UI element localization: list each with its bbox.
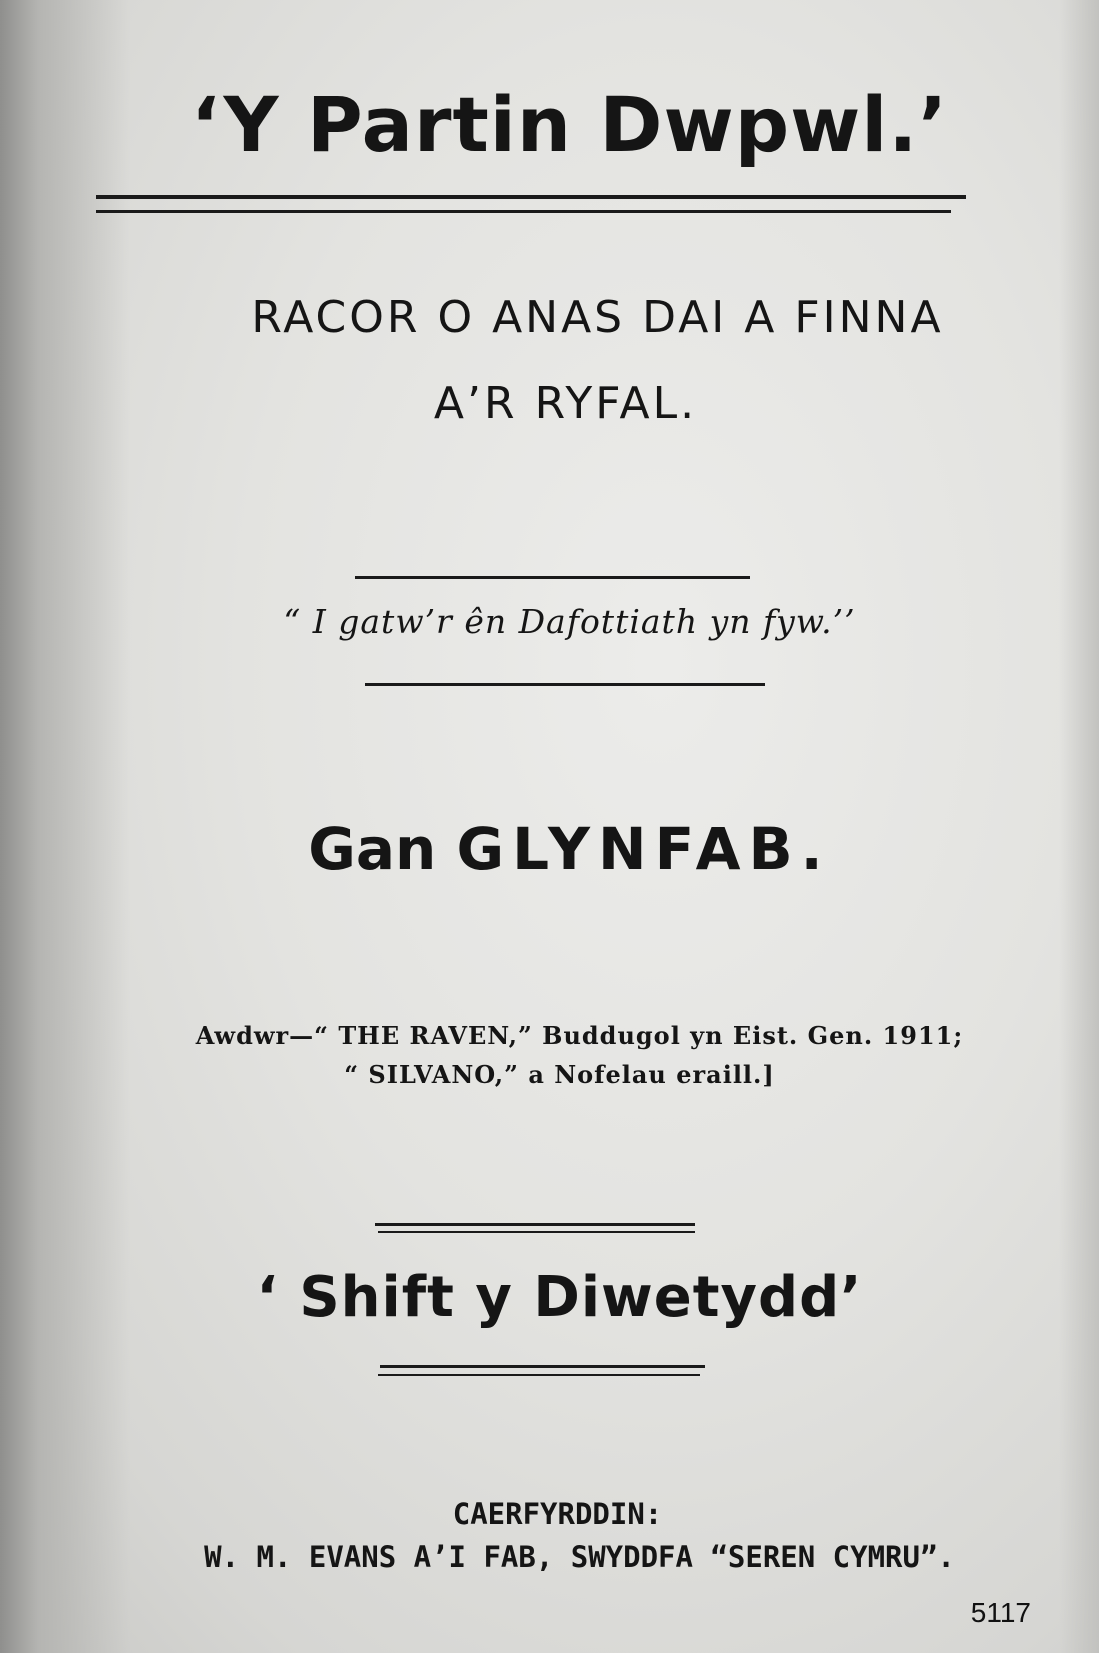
author-line bbox=[20, 815, 1099, 883]
title-rule-thin bbox=[96, 210, 951, 213]
author-prefix: Gan bbox=[308, 815, 437, 883]
author-name: GLYNFAB. bbox=[456, 815, 831, 883]
title-rule-thick bbox=[96, 195, 966, 199]
subtitle-line-2: A’R RYFAL. bbox=[433, 378, 698, 429]
series-rule-top-2 bbox=[378, 1231, 695, 1233]
imprint-publisher: W. M. EVANS A’I FAB, SWYDDFA “SEREN CYMRU”. bbox=[204, 1540, 955, 1574]
series-rule-bottom-1 bbox=[380, 1365, 705, 1368]
motto-rule-top bbox=[355, 576, 750, 579]
subtitle-line-1: RACOR O ANAS DAI A FINNA bbox=[251, 292, 944, 343]
series-title: ‘ Shift y Diwetydd’ bbox=[256, 1265, 863, 1330]
motto-rule-bottom bbox=[365, 683, 765, 686]
imprint-place: CAERFYRDDIN: bbox=[452, 1497, 663, 1531]
motto-quote: “ I gatw’r ên Dafottiath yn fyw.’’ bbox=[283, 602, 856, 641]
author-credits-line-1: Awdwr—“ THE RAVEN,” Buddugol yn Eist. Gen. 1911; bbox=[195, 1021, 964, 1050]
series-rule-bottom-2 bbox=[378, 1374, 700, 1376]
author-credits-line-2: “ SILVANO,” a Nofelau eraill.] bbox=[344, 1060, 775, 1089]
book-title: ‘Y Partin Dwpwl.’ bbox=[190, 80, 949, 169]
series-rule-top-1 bbox=[375, 1223, 695, 1226]
catalog-number: 5117 bbox=[970, 1597, 1031, 1628]
